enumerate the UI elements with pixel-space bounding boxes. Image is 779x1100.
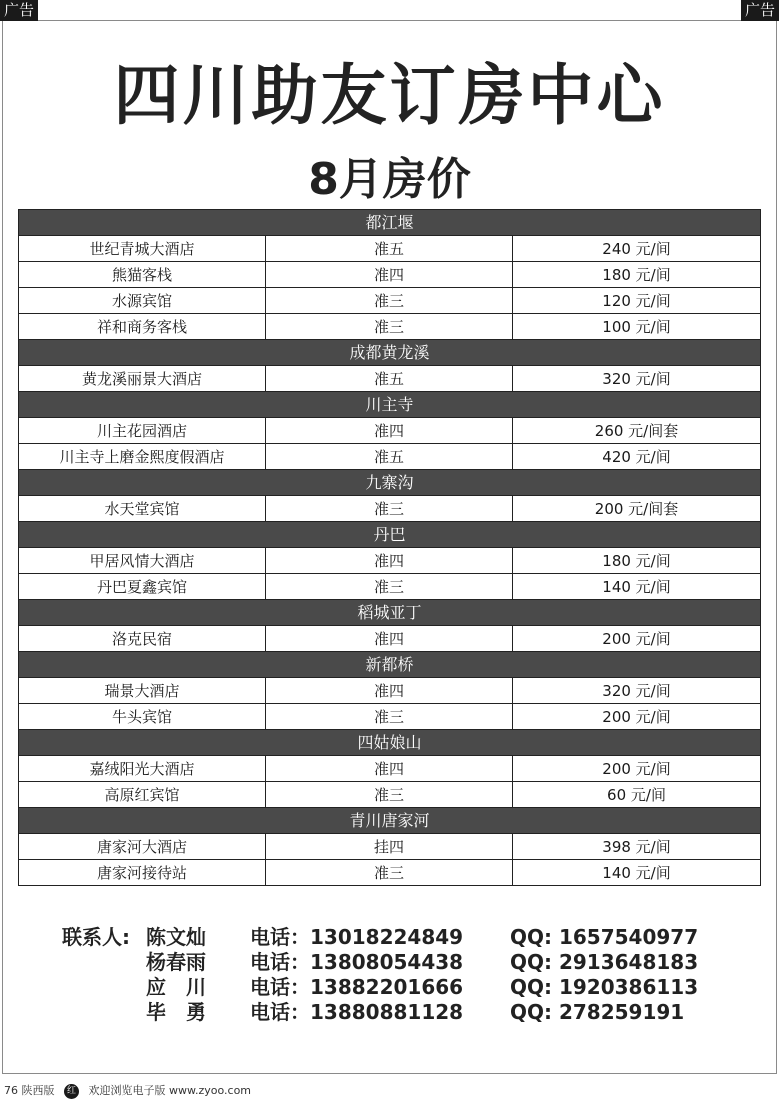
section-name: 丹巴 — [19, 522, 761, 548]
section-header-row — [19, 730, 761, 756]
hotel-rating-cell: 准三 — [266, 704, 513, 730]
hotel-price-cell: 180 元/间 — [513, 262, 761, 288]
hotel-rating-cell: 准四 — [266, 262, 513, 288]
hotel-price-cell: 200 元/间 — [513, 626, 761, 652]
table-row — [19, 366, 761, 392]
section-header-row — [19, 210, 761, 236]
contact-qq: QQ: 1920386113 — [510, 975, 699, 999]
hotel-price-cell: 200 元/间 — [513, 756, 761, 782]
hotel-price-cell: 180 元/间 — [513, 548, 761, 574]
section-header-row — [19, 652, 761, 678]
section-name: 都江堰 — [19, 210, 761, 236]
hotel-rating-cell: 准四 — [266, 626, 513, 652]
table-row — [19, 704, 761, 730]
price-table — [18, 209, 761, 886]
hotel-rating-cell: 准三 — [266, 860, 513, 886]
hotel-name-cell: 水天堂宾馆 — [19, 496, 266, 522]
hotel-name-cell: 甲居风情大酒店 — [19, 548, 266, 574]
hotel-name-cell: 川主寺上磨金熙度假酒店 — [19, 444, 266, 470]
contact-name: 杨春雨 — [146, 950, 206, 974]
table-row — [19, 678, 761, 704]
hotel-name-cell: 世纪青城大酒店 — [19, 236, 266, 262]
hotel-name-cell: 唐家河大酒店 — [19, 834, 266, 860]
table-row — [19, 262, 761, 288]
hotel-rating-cell: 准三 — [266, 782, 513, 808]
ad-label-left: 广告 — [0, 0, 38, 21]
hotel-price-cell: 260 元/间套 — [513, 418, 761, 444]
hotel-price-cell: 398 元/间 — [513, 834, 761, 860]
edition-badge-icon: 红 — [64, 1084, 79, 1099]
footer-text: 欢迎浏览电子版 www.zyoo.com — [88, 1084, 252, 1097]
hotel-name-cell: 高原红宾馆 — [19, 782, 266, 808]
hotel-price-cell: 200 元/间 — [513, 704, 761, 730]
page-title: 四川助友订房中心 — [113, 57, 666, 134]
hotel-rating-cell: 准五 — [266, 444, 513, 470]
hotel-name-cell: 丹巴夏鑫宾馆 — [19, 574, 266, 600]
hotel-name-cell: 熊猫客栈 — [19, 262, 266, 288]
contact-row — [62, 925, 762, 950]
section-name: 成都黄龙溪 — [19, 340, 761, 366]
hotel-price-cell: 320 元/间 — [513, 678, 761, 704]
table-row — [19, 288, 761, 314]
table-row — [19, 756, 761, 782]
table-row — [19, 236, 761, 262]
section-header-row — [19, 470, 761, 496]
table-row — [19, 860, 761, 886]
section-header-row — [19, 522, 761, 548]
hotel-price-cell: 100 元/间 — [513, 314, 761, 340]
hotel-name-cell: 黄龙溪丽景大酒店 — [19, 366, 266, 392]
contacts-label: 联系人: — [62, 925, 130, 949]
contact-row — [62, 1000, 762, 1025]
hotel-name-cell: 嘉绒阳光大酒店 — [19, 756, 266, 782]
table-row — [19, 782, 761, 808]
hotel-rating-cell: 准三 — [266, 314, 513, 340]
contact-phone: 电话：13808054438 — [250, 950, 464, 974]
contact-phone: 电话：13880881128 — [250, 1000, 464, 1024]
hotel-name-cell: 洛克民宿 — [19, 626, 266, 652]
hotel-price-cell: 240 元/间 — [513, 236, 761, 262]
hotel-price-cell: 320 元/间 — [513, 366, 761, 392]
section-name: 稻城亚丁 — [19, 600, 761, 626]
section-name: 青川唐家河 — [19, 808, 761, 834]
hotel-rating-cell: 准四 — [266, 756, 513, 782]
table-row — [19, 418, 761, 444]
section-header-row — [19, 392, 761, 418]
hotel-price-cell: 60 元/间 — [513, 782, 761, 808]
section-name: 四姑娘山 — [19, 730, 761, 756]
contact-row — [62, 950, 762, 975]
hotel-name-cell: 川主花园酒店 — [19, 418, 266, 444]
contact-qq: QQ: 278259191 — [510, 1000, 685, 1024]
hotel-rating-cell: 准四 — [266, 548, 513, 574]
table-row — [19, 496, 761, 522]
hotel-rating-cell: 挂四 — [266, 834, 513, 860]
page-subtitle: 8月房价 — [308, 154, 471, 205]
table-row — [19, 626, 761, 652]
table-row — [19, 548, 761, 574]
hotel-name-cell: 唐家河接待站 — [19, 860, 266, 886]
hotel-rating-cell: 准五 — [266, 366, 513, 392]
hotel-price-cell: 120 元/间 — [513, 288, 761, 314]
contact-name: 陈文灿 — [146, 925, 206, 949]
hotel-name-cell: 瑞景大酒店 — [19, 678, 266, 704]
ad-label-right: 广告 — [741, 0, 779, 21]
section-header-row — [19, 808, 761, 834]
page-footer — [4, 1083, 251, 1099]
hotel-rating-cell: 准四 — [266, 678, 513, 704]
contact-qq: QQ: 2913648183 — [510, 950, 699, 974]
hotel-rating-cell: 准四 — [266, 418, 513, 444]
hotel-rating-cell: 准五 — [266, 236, 513, 262]
contact-qq: QQ: 1657540977 — [510, 925, 699, 949]
section-name: 川主寺 — [19, 392, 761, 418]
hotel-price-cell: 140 元/间 — [513, 860, 761, 886]
contact-name: 应 川 — [146, 975, 206, 999]
table-row — [19, 444, 761, 470]
edition-label: 陕西版 — [21, 1084, 55, 1097]
section-name: 新都桥 — [19, 652, 761, 678]
hotel-price-cell: 420 元/间 — [513, 444, 761, 470]
section-header-row — [19, 600, 761, 626]
table-row — [19, 834, 761, 860]
hotel-rating-cell: 准三 — [266, 496, 513, 522]
hotel-rating-cell: 准三 — [266, 574, 513, 600]
hotel-rating-cell: 准三 — [266, 288, 513, 314]
section-header-row — [19, 340, 761, 366]
hotel-price-cell: 140 元/间 — [513, 574, 761, 600]
hotel-name-cell: 牛头宾馆 — [19, 704, 266, 730]
hotel-price-cell: 200 元/间套 — [513, 496, 761, 522]
hotel-name-cell: 水源宾馆 — [19, 288, 266, 314]
contact-phone: 电话：13018224849 — [250, 925, 464, 949]
contacts-block — [62, 925, 762, 1025]
contact-row — [62, 975, 762, 1000]
section-name: 九寨沟 — [19, 470, 761, 496]
contact-phone: 电话：13882201666 — [250, 975, 464, 999]
table-row — [19, 314, 761, 340]
price-table-body — [19, 210, 761, 886]
page-number: 76 — [4, 1084, 18, 1097]
table-row — [19, 574, 761, 600]
hotel-name-cell: 祥和商务客栈 — [19, 314, 266, 340]
contact-name: 毕 勇 — [146, 1000, 206, 1024]
